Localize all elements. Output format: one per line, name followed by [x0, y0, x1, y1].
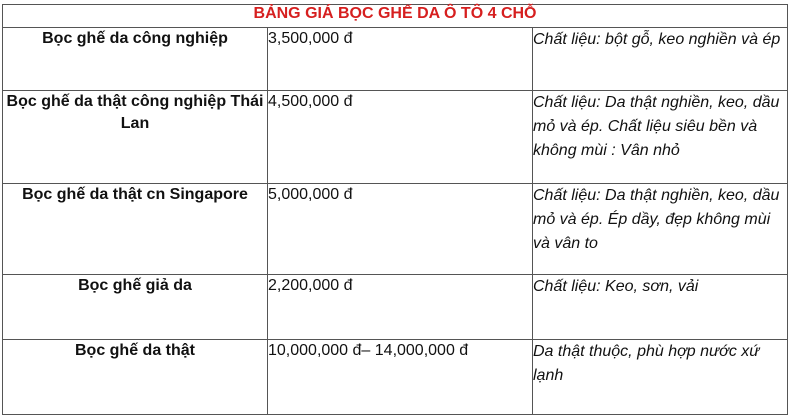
- product-material-note: Da thật thuộc, phù hợp nước xứ lạnh: [533, 340, 788, 415]
- product-name: Bọc ghế da thật công nghiệp Thái Lan: [3, 91, 268, 184]
- product-price: 2,200,000 đ: [268, 275, 533, 340]
- product-name: Bọc ghế da công nghiệp: [3, 28, 268, 91]
- product-price: 10,000,000 đ– 14,000,000 đ: [268, 340, 533, 415]
- product-material-note: Chất liệu: Da thật nghiền, keo, dầu mỏ và ép. Ép dầy, đẹp không mùi và vân to: [533, 184, 788, 275]
- product-material-note: Chất liệu: Da thật nghiền, keo, dầu mỏ và ép. Chất liệu siêu bền và không mùi : Vân nhỏ: [533, 91, 788, 184]
- table-title: BẢNG GIÁ BỌC GHẾ DA Ô TÔ 4 CHỖ: [3, 5, 788, 28]
- table-row: [3, 184, 788, 275]
- table-row: [3, 340, 788, 415]
- title-row: [3, 5, 788, 28]
- product-name: Bọc ghế giả da: [3, 275, 268, 340]
- table-row: [3, 91, 788, 184]
- price-table: [2, 4, 788, 415]
- product-name: Bọc ghế da thật: [3, 340, 268, 415]
- product-price: 4,500,000 đ: [268, 91, 533, 184]
- product-material-note: Chất liệu: Keo, sơn, vải: [533, 275, 788, 340]
- product-price: 5,000,000 đ: [268, 184, 533, 275]
- table-row: [3, 275, 788, 340]
- product-material-note: Chất liệu: bột gỗ, keo nghiền và ép: [533, 28, 788, 91]
- product-name: Bọc ghế da thật cn Singapore: [3, 184, 268, 275]
- table-row: [3, 28, 788, 91]
- product-price: 3,500,000 đ: [268, 28, 533, 91]
